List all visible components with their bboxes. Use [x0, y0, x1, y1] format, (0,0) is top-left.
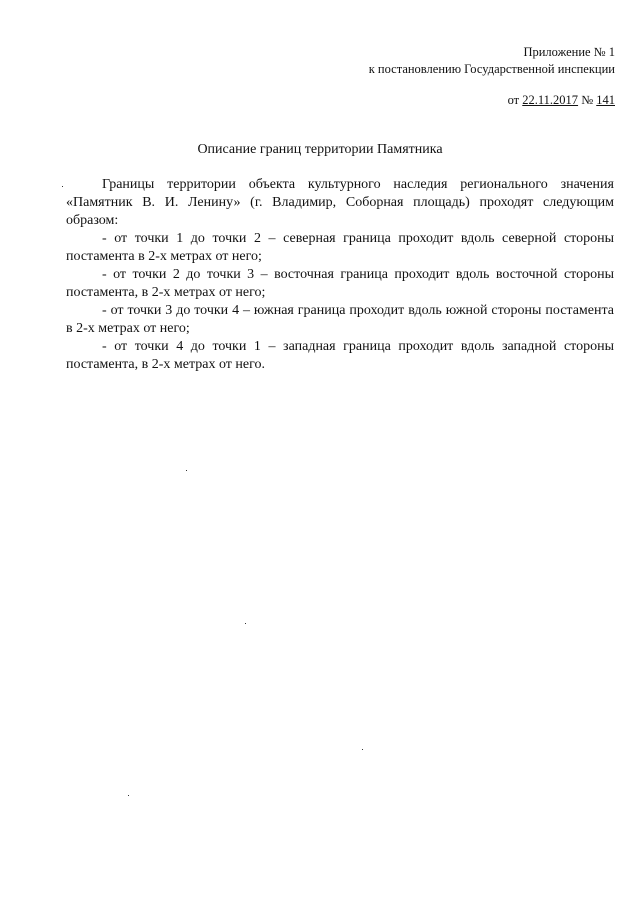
- resolution-date: 22.11.2017: [522, 93, 579, 107]
- date-prefix: от: [507, 93, 523, 107]
- intro-paragraph: Границы территории объекта культурного наследия регионального значения «Памятник В. И. Ленину» (г. Владимир, Соборная площадь) проходят следующим образом:: [66, 177, 614, 228]
- document-title: Описание границ территории Памятника: [197, 142, 443, 157]
- scan-speck: [128, 795, 129, 796]
- scan-speck: [186, 470, 187, 471]
- scan-speck: [62, 186, 63, 187]
- appendix-header: [285, 44, 615, 78]
- resolution-date-number: [508, 92, 615, 109]
- resolution-number: 141: [596, 93, 615, 107]
- scan-speck: [362, 749, 363, 750]
- number-sign: №: [578, 93, 597, 107]
- boundary-item-north: - от точки 1 до точки 2 – северная граница проходит вдоль северной стороны постамента в 2-х метрах от него;: [66, 231, 614, 264]
- boundary-item-west: - от точки 4 до точки 1 – западная граница проходит вдоль западной стороны постамента, в 2-х метрах от него.: [66, 339, 614, 372]
- appendix-title: Приложение № 1: [523, 45, 615, 59]
- document-body: [66, 176, 614, 374]
- scan-speck: [245, 623, 246, 624]
- boundary-item-south: - от точки 3 до точки 4 – южная граница проходит вдоль южной стороны постамента в 2-х метрах от него;: [66, 303, 614, 336]
- appendix-subtitle: к постановлению Государственной инспекции: [368, 62, 615, 76]
- boundary-item-east: - от точки 2 до точки 3 – восточная граница проходит вдоль восточной стороны постамента, в 2-х метрах от него;: [66, 267, 614, 300]
